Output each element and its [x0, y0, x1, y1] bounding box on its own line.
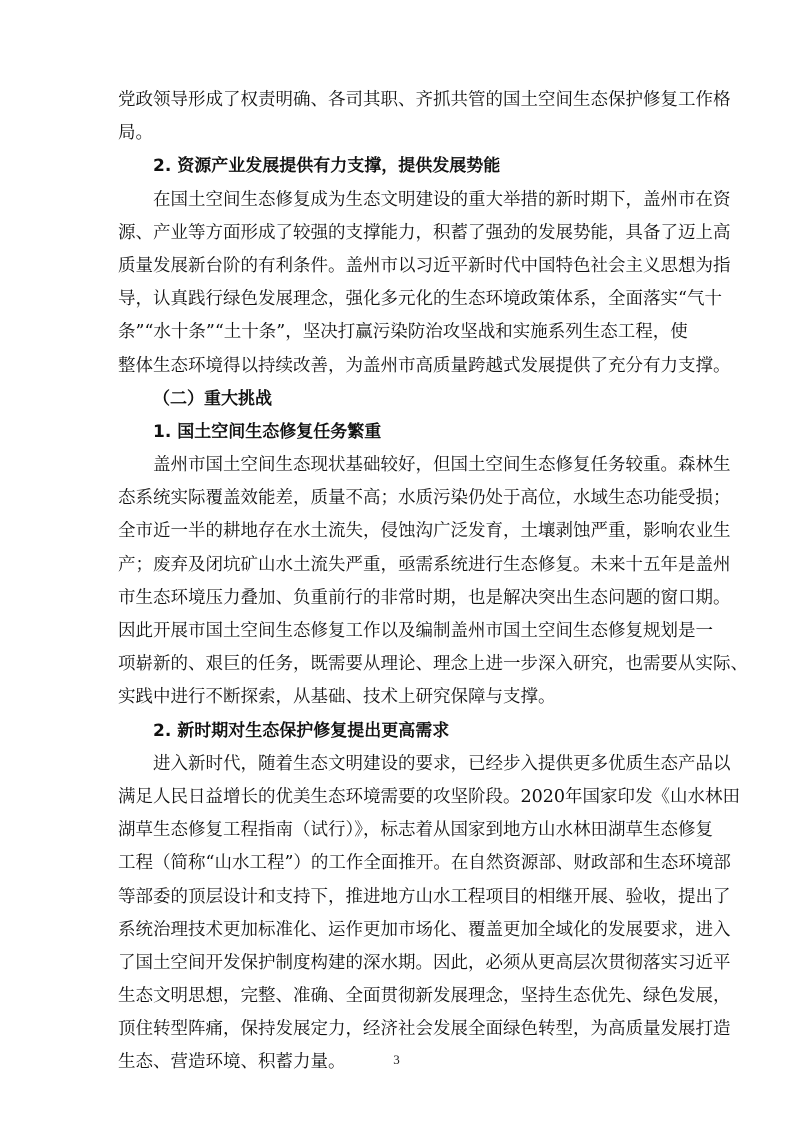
text-line: 盖州市国土空间生态现状基础较好，但国土空间生态修复任务较重。森林生 [153, 455, 731, 476]
text-line: 条”“水十条”“土十条”，坚决打赢污染防治攻坚战和实施系列生态工程，使 [118, 322, 688, 343]
page-number: 3 [393, 1052, 400, 1067]
text-line: 满足人民日益增长的优美生态环境需要的攻坚阶段。2020年国家印发《山水林田 [118, 786, 741, 807]
text-line: 进入新时代，随着生态文明建设的要求，已经步入提供更多优质生态产品以 [153, 753, 731, 774]
body-text [118, 84, 748, 1080]
text-line: 实践中进行不断探索，从基础、技术上研究保障与支撑。 [118, 687, 556, 708]
text-line: 在国土空间生态修复成为生态文明建设的重大举措的新时期下，盖州市在资 [153, 189, 731, 210]
text-line: 导，认真践行绿色发展理念，强化多元化的生态环境政策体系，全面落实“气十 [118, 289, 722, 310]
text-line: 局。 [118, 123, 153, 144]
text-line: 整体生态环境得以持续改善，为盖州市高质量跨越式发展提供了充分有力支撑。 [118, 355, 731, 376]
text-line: 因此开展市国土空间生态修复工作以及编制盖州市国土空间生态修复规划是一 [118, 621, 713, 641]
text-line: 顶住转型阵痛，保持发展定力，经济社会发展全面绿色转型，为高质量发展打造 [118, 1019, 731, 1040]
section-heading: 2. 资源产业发展提供有力支撑，提供发展势能 [153, 156, 501, 177]
text-line: 全市近一半的耕地存在水土流失，侵蚀沟广泛发育，土壤剥蚀严重，影响农业生 [118, 521, 731, 542]
text-line: 湖草生态修复工程指南（试行）》，标志着从国家到地方山水林田湖草生态修复 [118, 820, 713, 841]
text-line: 源、产业等方面形成了较强的支撑能力，积蓄了强劲的发展势能，具备了迈上高 [118, 222, 731, 243]
section-heading: 2. 新时期对生态保护修复提出更高需求 [153, 720, 450, 741]
section-heading: （二）重大挑战 [153, 388, 272, 409]
text-line: 生态文明思想，完整、准确、全面贯彻新发展理念，坚持生态优先、绿色发展， [118, 986, 731, 1007]
text-line: 质量发展新台阶的有利条件。盖州市以习近平新时代中国特色社会主义思想为指 [118, 255, 731, 276]
text-line: 等部委的顶层设计和支持下，推进地方山水工程项目的相继开展、验收，提出了 [118, 886, 731, 907]
text-line: 项崭新的、艰巨的任务，既需要从理论、理念上进一步深入研究，也需要从实际、 [118, 654, 748, 675]
text-line: 生态、营造环境、积蓄力量。 [118, 1052, 346, 1073]
text-line: 党政领导形成了权责明确、各司其职、齐抓共管的国土空间生态保护修复工作格 [118, 90, 731, 110]
text-line: 市生态环境压力叠加、负重前行的非常时期，也是解决突出生态问题的窗口期。 [118, 587, 731, 608]
text-line: 系统治理技术更加标准化、运作更加市场化、覆盖更加全域化的发展要求，进入 [118, 919, 731, 940]
text-line: 工程（简称“山水工程”）的工作全面推开。在自然资源部、财政部和生态环境部 [118, 853, 731, 874]
text-line: 了国土空间开发保护制度构建的深水期。因此，必须从更高层次贯彻落实习近平 [118, 952, 731, 973]
text-line: 产；废弃及闭坑矿山水土流失严重，亟需系统进行生态修复。未来十五年是盖州 [118, 554, 731, 575]
section-heading: 1. 国土空间生态修复任务繁重 [153, 421, 382, 442]
text-line: 态系统实际覆盖效能差，质量不高；水质污染仍处于高位，水域生态功能受损； [118, 488, 731, 509]
